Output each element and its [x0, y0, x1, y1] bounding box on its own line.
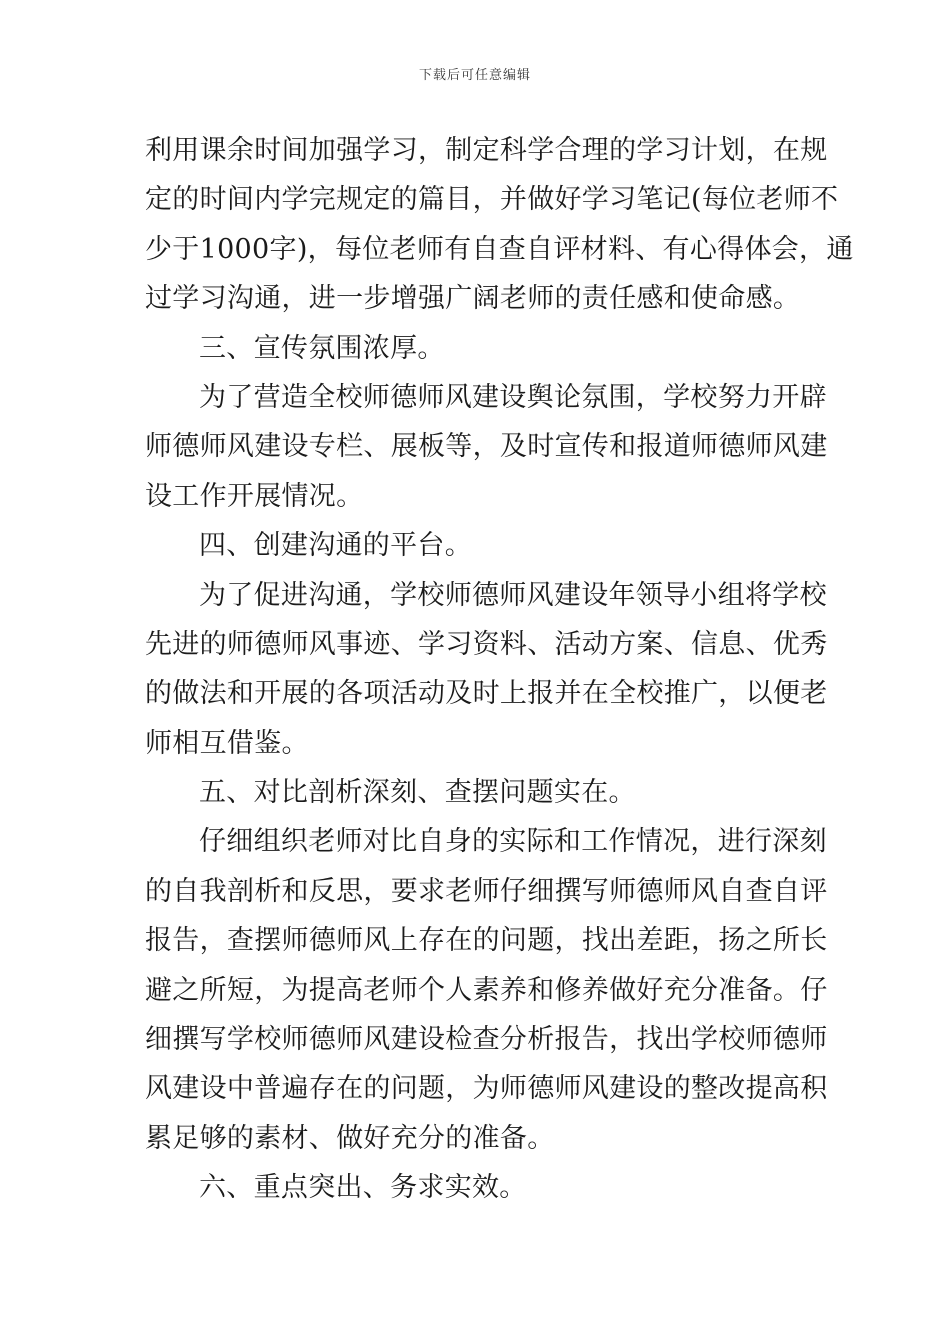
text-line-13: 师相互借鉴。 — [145, 727, 309, 759]
text-line-6: 为了营造全校师德师风建设舆论氛围，学校努力开辟 — [199, 381, 827, 413]
section-heading-3: 三、宣传氛围浓厚。 — [199, 332, 445, 364]
text-line-11: 先进的师德师风事迹、学习资料、活动方案、信息、优秀 — [145, 628, 828, 660]
text-line-15: 仔细组织老师对比自身的实际和工作情况，进行深刻 — [199, 826, 827, 858]
text-line-8: 设工作开展情况。 — [145, 480, 364, 512]
text-line-3: 少于1000字)，每位老师有自查自评材料、有心得体会，通 — [145, 233, 854, 265]
text-line-17: 报告，查摆师德师风上存在的问题，找出差距，扬之所长 — [145, 925, 828, 957]
text-line-7: 师德师风建设专栏、展板等，及时宣传和报道师德师风建 — [145, 431, 828, 463]
text-line-16: 的自我剖析和反思，要求老师仔细撰写师德师风自查自评 — [145, 875, 828, 907]
text-line-12: 的做法和开展的各项活动及时上报并在全校推广，以便老 — [145, 678, 828, 710]
document-body — [145, 126, 854, 1213]
text-line-10: 为了促进沟通，学校师德师风建设年领导小组将学校 — [199, 579, 827, 611]
text-line-19: 细撰写学校师德师风建设检查分析报告，找出学校师德师 — [145, 1024, 828, 1056]
section-heading-4: 四、创建沟通的平台。 — [199, 530, 472, 562]
text-line-21: 累足够的素材、做好充分的准备。 — [145, 1122, 555, 1154]
section-heading-5: 五、对比剖析深刻、查摆问题实在。 — [199, 777, 636, 809]
page-header: 下载后可任意编辑 — [418, 68, 531, 83]
text-line-4: 过学习沟通，进一步增强广阔老师的责任感和使命感。 — [145, 283, 801, 315]
text-line-20: 风建设中普遍存在的问题，为师德师风建设的整改提高积 — [145, 1073, 828, 1105]
text-line-2: 定的时间内学完规定的篇目，并做好学习笔记(每位老师不 — [145, 184, 839, 216]
text-line-1: 利用课余时间加强学习，制定科学合理的学习计划，在规 — [145, 135, 828, 166]
section-heading-6: 六、重点突出、务求实效。 — [199, 1172, 527, 1204]
text-line-18: 避之所短，为提高老师个人素养和修养做好充分准备。仔 — [145, 974, 828, 1006]
